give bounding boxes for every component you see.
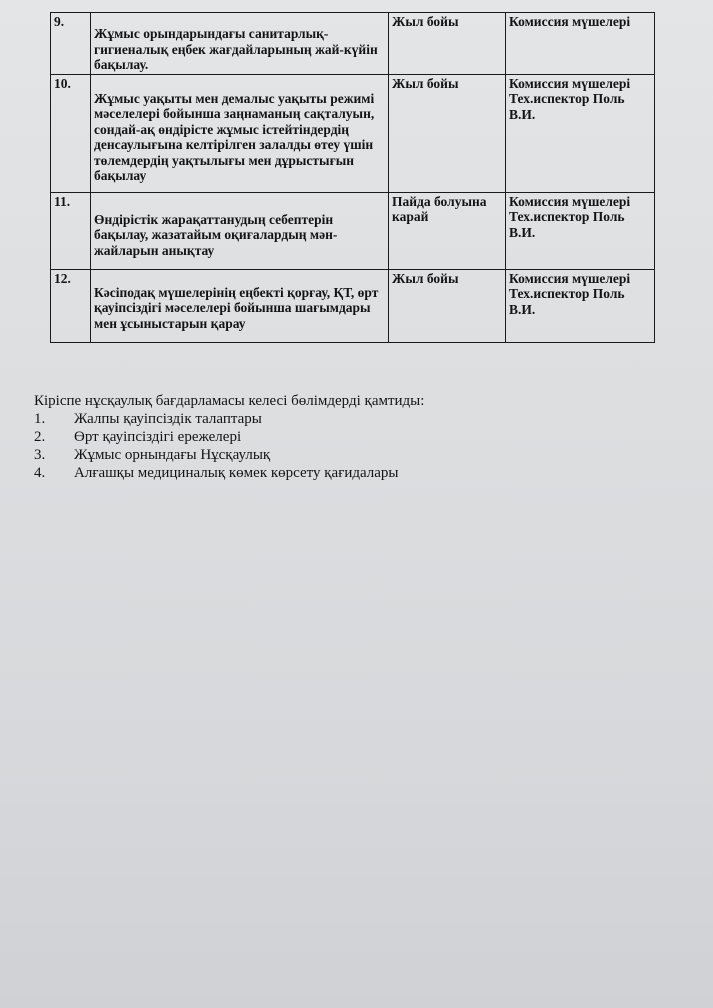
list-item-number: 3. [34,447,46,463]
table-row [51,13,655,75]
row-number: 9. [51,13,91,75]
table-row [51,269,655,342]
task-text: Өндірістік жарақаттанудың себептерін бақылау, жазатайым оқиғалардың мән-жайларын анықтау [94,211,338,258]
term-cell: Жыл бойы [389,74,506,192]
list-item-text: Жұмыс орнындағы Нұсқаулық [74,447,271,463]
intro-sections-list [34,410,674,482]
task-text: Жұмыс орындарындағы санитарлық-гигиеналық еңбек жағдайларының жай-күйін бақылау. [94,26,378,72]
list-item-number: 4. [34,465,46,481]
row-number: 11. [51,192,91,269]
list-item-text: Жалпы қауіпсіздік талаптары [74,411,262,427]
list-item [34,446,674,464]
list-item [34,428,674,446]
task-cell [91,74,389,192]
term-cell: Пайда болуына карай [389,192,506,269]
responsible-cell: Комиссия мүшелері Тех.испектор Поль В.И. [506,74,655,192]
list-item-text: Алғашқы медициналық көмек көрсету қағидалары [74,465,399,481]
intro-lead-text: Кіріспе нұсқаулық бағдарламасы келесі бөлімдерді қамтиды: [34,393,425,409]
table-row [51,74,655,192]
task-cell [91,269,389,342]
responsible-cell: Комиссия мүшелері [506,13,655,75]
list-item-number: 2. [34,429,46,445]
task-text: Жұмыс уақыты мен демалыс уақыты режимі мәселелері бойынша заңнаманың сақталуын, сондай-ақ өндірісте жұмыс істейтіндердің денсаулығына келтірілген залалды өтеу үшін төлемдердің уақтылығы мен дұрыстығын бақылау [94,90,375,183]
list-item [34,410,674,428]
term-cell: Жыл бойы [389,13,506,75]
list-item [34,464,674,482]
responsible-cell: Комиссия мүшелері Тех.испектор Поль В.И. [506,192,655,269]
work-plan-table [50,12,655,343]
term-cell: Жыл бойы [389,269,506,342]
intro-program-section [34,392,674,482]
row-number: 12. [51,269,91,342]
table-row [51,192,655,269]
task-cell [91,192,389,269]
row-number: 10. [51,74,91,192]
responsible-cell: Комиссия мүшелері Тех.испектор Поль В.И. [506,269,655,342]
task-text: Кәсіподақ мүшелерінің еңбекті қорғау, ҚТ, өрт қауіпсіздігі мәселелері бойынша шағымдары мен ұсыныстарын қарау [94,284,379,331]
task-cell [91,13,389,75]
list-item-number: 1. [34,411,46,427]
list-item-text: Өрт қауіпсіздігі ережелері [74,429,242,445]
